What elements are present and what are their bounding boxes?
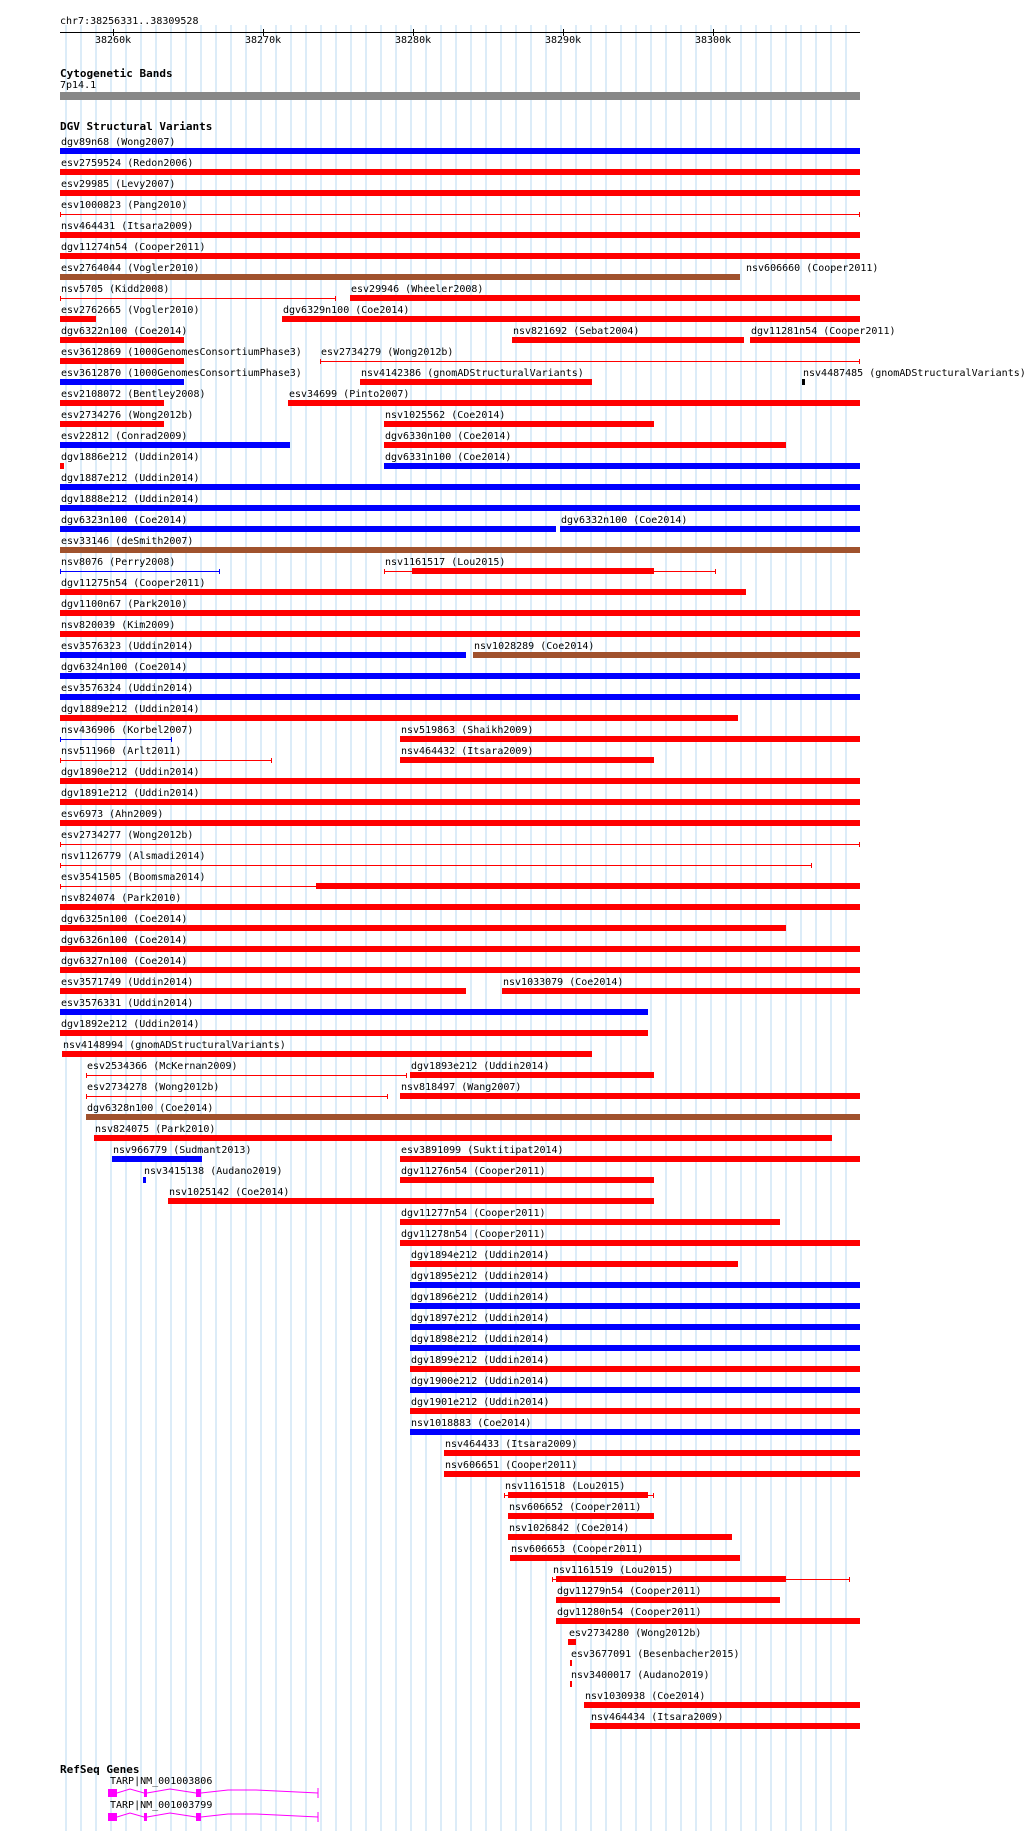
dgv-feature-bar[interactable] bbox=[60, 589, 746, 595]
ruler-region-label: chr7:38256331..38309528 bbox=[60, 16, 199, 27]
dgv-feature-bar[interactable] bbox=[384, 421, 654, 427]
dgv-feature-endcap bbox=[271, 758, 272, 763]
dgv-feature-label[interactable]: nsv1126779 (Alsmadi2014) bbox=[61, 851, 206, 862]
dgv-feature-bar[interactable] bbox=[60, 652, 466, 658]
dgv-feature-bar[interactable] bbox=[590, 1723, 860, 1729]
dgv-feature-label[interactable]: dgv6330n100 (Coe2014) bbox=[385, 431, 512, 442]
dgv-feature-label[interactable]: nsv511960 (Arlt2011) bbox=[61, 746, 182, 757]
dgv-feature-label[interactable]: nsv1033079 (Coe2014) bbox=[503, 977, 624, 988]
dgv-feature-label[interactable]: dgv6328n100 (Coe2014) bbox=[87, 1103, 214, 1114]
dgv-feature-line[interactable] bbox=[60, 298, 336, 299]
dgv-feature-label[interactable]: esv3576323 (Uddin2014) bbox=[61, 641, 194, 652]
dgv-feature-bar[interactable] bbox=[60, 673, 860, 679]
dgv-feature-line[interactable] bbox=[60, 214, 860, 215]
dgv-feature-bar[interactable] bbox=[60, 946, 860, 952]
dgv-feature-label[interactable]: dgv11276n54 (Cooper2011) bbox=[401, 1166, 546, 1177]
dgv-feature-label[interactable]: dgv1892e212 (Uddin2014) bbox=[61, 1019, 200, 1030]
dgv-feature-label[interactable]: nsv818497 (Wang2007) bbox=[401, 1082, 522, 1093]
dgv-feature-bar[interactable] bbox=[60, 526, 556, 532]
dgv-feature-label[interactable]: esv33146 (deSmith2007) bbox=[61, 536, 194, 547]
dgv-feature-bar[interactable] bbox=[400, 1240, 860, 1246]
dgv-feature-label[interactable]: dgv1890e212 (Uddin2014) bbox=[61, 767, 200, 778]
dgv-feature-bar[interactable] bbox=[60, 715, 738, 721]
dgv-feature-bar[interactable] bbox=[60, 337, 184, 343]
dgv-feature-label[interactable]: dgv6323n100 (Coe2014) bbox=[61, 515, 188, 526]
dgv-feature-label[interactable]: nsv606652 (Cooper2011) bbox=[509, 1502, 642, 1513]
dgv-feature-endcap bbox=[552, 1577, 553, 1582]
dgv-feature-endcap bbox=[384, 569, 385, 574]
dgv-feature-bar[interactable] bbox=[508, 1492, 648, 1498]
dgv-feature-label[interactable]: dgv6332n100 (Coe2014) bbox=[561, 515, 688, 526]
dgv-feature-label[interactable]: dgv1894e212 (Uddin2014) bbox=[411, 1250, 550, 1261]
dgv-feature-bar[interactable] bbox=[802, 379, 805, 385]
dgv-feature-label[interactable]: esv3891099 (Suktitipat2014) bbox=[401, 1145, 564, 1156]
dgv-feature-bar[interactable] bbox=[568, 1639, 576, 1645]
dgv-feature-label[interactable]: nsv606651 (Cooper2011) bbox=[445, 1460, 578, 1471]
dgv-feature-label[interactable]: nsv820039 (Kim2009) bbox=[61, 620, 176, 631]
dgv-feature-label[interactable]: dgv1893e212 (Uddin2014) bbox=[411, 1061, 550, 1072]
dgv-feature-bar[interactable] bbox=[60, 484, 860, 490]
ruler-tick-label: 38300k bbox=[695, 35, 732, 46]
dgv-feature-label[interactable]: dgv1896e212 (Uddin2014) bbox=[411, 1292, 550, 1303]
dgv-feature-endcap bbox=[320, 359, 321, 364]
dgv-feature-bar[interactable] bbox=[60, 547, 860, 553]
dgv-feature-label[interactable]: nsv1161518 (Lou2015) bbox=[505, 1481, 626, 1492]
dgv-feature-label[interactable]: dgv1888e212 (Uddin2014) bbox=[61, 494, 200, 505]
dgv-feature-bar[interactable] bbox=[750, 337, 860, 343]
dgv-feature-label[interactable]: esv3677091 (Besenbacher2015) bbox=[571, 1649, 740, 1660]
gene-exon bbox=[108, 1789, 117, 1797]
dgv-feature-bar[interactable] bbox=[60, 190, 860, 196]
dgv-feature-bar[interactable] bbox=[60, 967, 860, 973]
dgv-feature-bar[interactable] bbox=[556, 1618, 860, 1624]
dgv-feature-label[interactable]: nsv464432 (Itsara2009) bbox=[401, 746, 534, 757]
dgv-feature-bar[interactable] bbox=[400, 1156, 860, 1162]
dgv-feature-endcap bbox=[86, 1073, 87, 1078]
dgv-feature-endcap bbox=[60, 884, 61, 889]
dgv-feature-bar[interactable] bbox=[400, 736, 860, 742]
dgv-feature-label[interactable]: esv1000823 (Pang2010) bbox=[61, 200, 188, 211]
dgv-feature-bar[interactable] bbox=[60, 1009, 648, 1015]
dgv-feature-label[interactable]: esv22812 (Conrad2009) bbox=[61, 431, 188, 442]
dgv-feature-line[interactable] bbox=[60, 739, 172, 740]
dgv-feature-bar[interactable] bbox=[384, 463, 860, 469]
gene-intron bbox=[117, 1813, 318, 1817]
dgv-feature-label[interactable]: esv2734279 (Wong2012b) bbox=[321, 347, 454, 358]
dgv-feature-bar[interactable] bbox=[60, 925, 786, 931]
dgv-feature-label[interactable]: esv2759524 (Redon2006) bbox=[61, 158, 194, 169]
dgv-feature-bar[interactable] bbox=[60, 904, 860, 910]
dgv-feature-bar[interactable] bbox=[502, 988, 860, 994]
dgv-feature-label[interactable]: nsv1161519 (Lou2015) bbox=[553, 1565, 674, 1576]
dgv-feature-label[interactable]: dgv6326n100 (Coe2014) bbox=[61, 935, 188, 946]
dgv-feature-bar[interactable] bbox=[62, 1051, 592, 1057]
dgv-feature-label[interactable]: esv2108072 (Bentley2008) bbox=[61, 389, 206, 400]
ruler-tick-label: 38290k bbox=[545, 35, 582, 46]
dgv-feature-label[interactable]: dgv11279n54 (Cooper2011) bbox=[557, 1586, 702, 1597]
dgv-feature-bar[interactable] bbox=[60, 274, 740, 280]
dgv-feature-bar[interactable] bbox=[473, 652, 860, 658]
dgv-feature-bar[interactable] bbox=[282, 316, 860, 322]
dgv-feature-endcap bbox=[219, 569, 220, 574]
dgv-feature-label[interactable]: esv2734277 (Wong2012b) bbox=[61, 830, 194, 841]
dgv-feature-endcap bbox=[387, 1094, 388, 1099]
dgv-feature-label[interactable]: nsv3400017 (Audano2019) bbox=[571, 1670, 710, 1681]
dgv-feature-bar[interactable] bbox=[410, 1324, 860, 1330]
dgv-feature-label[interactable]: dgv1898e212 (Uddin2014) bbox=[411, 1334, 550, 1345]
dgv-feature-bar[interactable] bbox=[444, 1471, 860, 1477]
dgv-feature-bar[interactable] bbox=[410, 1072, 654, 1078]
dgv-feature-bar[interactable] bbox=[512, 337, 744, 343]
dgv-feature-label[interactable]: esv29946 (Wheeler2008) bbox=[351, 284, 484, 295]
dgv-feature-bar[interactable] bbox=[570, 1681, 572, 1687]
dgv-feature-label[interactable]: dgv6331n100 (Coe2014) bbox=[385, 452, 512, 463]
dgv-feature-bar[interactable] bbox=[60, 1030, 648, 1036]
dgv-feature-label[interactable]: dgv11277n54 (Cooper2011) bbox=[401, 1208, 546, 1219]
ruler-axis bbox=[60, 32, 860, 33]
dgv-feature-label[interactable]: esv3541505 (Boomsma2014) bbox=[61, 872, 206, 883]
dgv-feature-label[interactable]: nsv821692 (Sebat2004) bbox=[513, 326, 640, 337]
dgv-feature-line[interactable] bbox=[60, 760, 272, 761]
dgv-feature-bar[interactable] bbox=[60, 358, 184, 364]
dgv-feature-endcap bbox=[60, 569, 61, 574]
gene-exon bbox=[108, 1813, 117, 1821]
dgv-feature-bar[interactable] bbox=[60, 400, 164, 406]
dgv-feature-label[interactable]: dgv1891e212 (Uddin2014) bbox=[61, 788, 200, 799]
dgv-feature-bar[interactable] bbox=[384, 442, 786, 448]
dgv-feature-label[interactable]: esv6973 (Ahn2009) bbox=[61, 809, 164, 820]
dgv-feature-label[interactable]: dgv11274n54 (Cooper2011) bbox=[61, 242, 206, 253]
dgv-feature-bar[interactable] bbox=[360, 379, 592, 385]
dgv-feature-endcap bbox=[504, 1493, 505, 1498]
dgv-feature-label[interactable]: nsv1025562 (Coe2014) bbox=[385, 410, 506, 421]
dgv-feature-endcap bbox=[60, 842, 61, 847]
dgv-feature-endcap bbox=[849, 1577, 850, 1582]
dgv-feature-bar[interactable] bbox=[584, 1702, 860, 1708]
dgv-feature-bar[interactable] bbox=[400, 1177, 654, 1183]
cytoband-track-title: Cytogenetic Bands bbox=[60, 67, 173, 80]
dgv-feature-label[interactable]: dgv1897e212 (Uddin2014) bbox=[411, 1313, 550, 1324]
dgv-feature-endcap bbox=[859, 842, 860, 847]
dgv-feature-bar[interactable] bbox=[410, 1303, 860, 1309]
dgv-feature-label[interactable]: esv2534366 (McKernan2009) bbox=[87, 1061, 238, 1072]
dgv-feature-line[interactable] bbox=[60, 571, 220, 572]
cytoband-bar[interactable] bbox=[60, 92, 860, 100]
dgv-feature-endcap bbox=[60, 758, 61, 763]
dgv-feature-label[interactable]: nsv1018883 (Coe2014) bbox=[411, 1418, 532, 1429]
dgv-feature-bar[interactable] bbox=[60, 610, 860, 616]
dgv-feature-label[interactable]: esv3571749 (Uddin2014) bbox=[61, 977, 194, 988]
dgv-feature-label[interactable]: dgv1889e212 (Uddin2014) bbox=[61, 704, 200, 715]
dgv-feature-bar[interactable] bbox=[410, 1261, 738, 1267]
dgv-feature-label[interactable]: dgv11275n54 (Cooper2011) bbox=[61, 578, 206, 589]
dgv-feature-label[interactable]: nsv1161517 (Lou2015) bbox=[385, 557, 506, 568]
dgv-feature-line[interactable] bbox=[60, 844, 860, 845]
refseq-gene-model[interactable] bbox=[108, 1810, 328, 1824]
refseq-track-title: RefSeq Genes bbox=[60, 1763, 140, 1776]
dgv-feature-label[interactable]: dgv1899e212 (Uddin2014) bbox=[411, 1355, 550, 1366]
dgv-feature-bar[interactable] bbox=[400, 1219, 780, 1225]
dgv-feature-bar[interactable] bbox=[288, 400, 860, 406]
dgv-feature-endcap bbox=[60, 212, 61, 217]
dgv-feature-bar[interactable] bbox=[410, 1282, 860, 1288]
dgv-feature-label[interactable]: dgv11281n54 (Cooper2011) bbox=[751, 326, 896, 337]
dgv-feature-bar[interactable] bbox=[556, 1576, 786, 1582]
dgv-feature-endcap bbox=[86, 1094, 87, 1099]
gene-intron bbox=[117, 1789, 318, 1793]
dgv-feature-bar[interactable] bbox=[508, 1513, 654, 1519]
dgv-feature-bar[interactable] bbox=[60, 169, 860, 175]
dgv-feature-label[interactable]: esv2762665 (Vogler2010) bbox=[61, 305, 200, 316]
dgv-feature-label[interactable]: nsv824074 (Park2010) bbox=[61, 893, 182, 904]
dgv-track-title: DGV Structural Variants bbox=[60, 120, 213, 133]
dgv-feature-bar[interactable] bbox=[168, 1198, 654, 1204]
dgv-feature-label[interactable]: esv34699 (Pinto2007) bbox=[289, 389, 410, 400]
dgv-feature-bar[interactable] bbox=[60, 442, 290, 448]
dgv-feature-bar[interactable] bbox=[508, 1534, 732, 1540]
dgv-feature-line[interactable] bbox=[86, 1075, 407, 1076]
dgv-feature-bar[interactable] bbox=[60, 463, 64, 469]
dgv-feature-label[interactable]: nsv1030938 (Coe2014) bbox=[585, 1691, 706, 1702]
refseq-gene-model[interactable] bbox=[108, 1786, 328, 1800]
dgv-feature-label[interactable]: esv2734276 (Wong2012b) bbox=[61, 410, 194, 421]
dgv-feature-endcap bbox=[335, 296, 336, 301]
dgv-feature-line[interactable] bbox=[320, 361, 860, 362]
dgv-feature-bar[interactable] bbox=[60, 148, 860, 154]
dgv-feature-label[interactable]: dgv1886e212 (Uddin2014) bbox=[61, 452, 200, 463]
dgv-feature-endcap bbox=[171, 737, 172, 742]
dgv-feature-label[interactable]: esv2764044 (Vogler2010) bbox=[61, 263, 200, 274]
dgv-feature-label[interactable]: dgv11280n54 (Cooper2011) bbox=[557, 1607, 702, 1618]
dgv-feature-label[interactable]: nsv464431 (Itsara2009) bbox=[61, 221, 194, 232]
dgv-feature-bar[interactable] bbox=[510, 1555, 740, 1561]
dgv-feature-label[interactable]: nsv606653 (Cooper2011) bbox=[511, 1544, 644, 1555]
dgv-feature-label[interactable]: nsv519863 (Shaikh2009) bbox=[401, 725, 534, 736]
dgv-feature-label[interactable]: nsv1026842 (Coe2014) bbox=[509, 1523, 630, 1534]
dgv-feature-label[interactable]: nsv436906 (Korbel2007) bbox=[61, 725, 194, 736]
dgv-feature-label[interactable]: dgv11278n54 (Cooper2011) bbox=[401, 1229, 546, 1240]
dgv-feature-label[interactable]: esv3612869 (1000GenomesConsortiumPhase3) bbox=[61, 347, 302, 358]
ruler-tick-label: 38280k bbox=[395, 35, 432, 46]
dgv-feature-endcap bbox=[60, 737, 61, 742]
dgv-feature-label[interactable]: dgv1901e212 (Uddin2014) bbox=[411, 1397, 550, 1408]
dgv-feature-bar[interactable] bbox=[60, 421, 164, 427]
dgv-feature-label[interactable]: nsv464434 (Itsara2009) bbox=[591, 1712, 724, 1723]
refseq-gene-label[interactable]: TARP|NM_001003799 bbox=[110, 1800, 213, 1811]
dgv-feature-bar[interactable] bbox=[60, 694, 860, 700]
dgv-feature-bar[interactable] bbox=[444, 1450, 860, 1456]
dgv-feature-bar[interactable] bbox=[350, 295, 860, 301]
dgv-feature-label[interactable]: esv3576331 (Uddin2014) bbox=[61, 998, 194, 1009]
dgv-feature-label[interactable]: nsv1028289 (Coe2014) bbox=[474, 641, 595, 652]
dgv-feature-bar[interactable] bbox=[143, 1177, 146, 1183]
dgv-feature-bar[interactable] bbox=[94, 1135, 832, 1141]
dgv-feature-label[interactable]: esv3612870 (1000GenomesConsortiumPhase3) bbox=[61, 368, 302, 379]
dgv-feature-bar[interactable] bbox=[60, 631, 860, 637]
dgv-feature-label[interactable]: esv3576324 (Uddin2014) bbox=[61, 683, 194, 694]
dgv-feature-endcap bbox=[406, 1073, 407, 1078]
dgv-feature-bar[interactable] bbox=[556, 1597, 780, 1603]
dgv-feature-bar[interactable] bbox=[410, 1429, 860, 1435]
dgv-feature-bar[interactable] bbox=[60, 505, 860, 511]
dgv-feature-label[interactable]: dgv1900e212 (Uddin2014) bbox=[411, 1376, 550, 1387]
ruler-tick-label: 38270k bbox=[245, 35, 282, 46]
dgv-feature-endcap bbox=[60, 863, 61, 868]
dgv-feature-endcap bbox=[60, 296, 61, 301]
cytoband-label: 7p14.1 bbox=[60, 80, 97, 91]
dgv-feature-label[interactable]: nsv966779 (Sudmant2013) bbox=[113, 1145, 252, 1156]
dgv-feature-label[interactable]: nsv464433 (Itsara2009) bbox=[445, 1439, 578, 1450]
dgv-feature-label[interactable]: esv2734278 (Wong2012b) bbox=[87, 1082, 220, 1093]
dgv-feature-label[interactable]: esv2734280 (Wong2012b) bbox=[569, 1628, 702, 1639]
dgv-feature-line[interactable] bbox=[60, 865, 812, 866]
dgv-feature-label[interactable]: dgv6324n100 (Coe2014) bbox=[61, 662, 188, 673]
dgv-feature-bar[interactable] bbox=[60, 232, 860, 238]
dgv-feature-bar[interactable] bbox=[86, 1114, 860, 1120]
dgv-feature-label[interactable]: nsv5705 (Kidd2008) bbox=[61, 284, 170, 295]
dgv-feature-label[interactable]: nsv4487485 (gnomADStructuralVariants) bbox=[803, 368, 1026, 379]
ruler-tick-label: 38260k bbox=[95, 35, 132, 46]
dgv-feature-bar[interactable] bbox=[410, 1408, 860, 1414]
refseq-gene-label[interactable]: TARP|NM_001003806 bbox=[110, 1776, 213, 1787]
dgv-feature-bar[interactable] bbox=[410, 1366, 860, 1372]
dgv-feature-endcap bbox=[715, 569, 716, 574]
dgv-feature-label[interactable]: dgv89n68 (Wong2007) bbox=[61, 137, 176, 148]
dgv-feature-endcap bbox=[859, 359, 860, 364]
dgv-feature-label[interactable]: nsv8076 (Perry2008) bbox=[61, 557, 176, 568]
dgv-feature-label[interactable]: dgv6322n100 (Coe2014) bbox=[61, 326, 188, 337]
dgv-feature-label[interactable]: dgv6327n100 (Coe2014) bbox=[61, 956, 188, 967]
dgv-feature-endcap bbox=[653, 1493, 654, 1498]
dgv-feature-bar[interactable] bbox=[60, 316, 96, 322]
dgv-feature-bar[interactable] bbox=[410, 1345, 860, 1351]
dgv-feature-bar[interactable] bbox=[560, 526, 860, 532]
dgv-feature-label[interactable]: dgv1887e212 (Uddin2014) bbox=[61, 473, 200, 484]
dgv-feature-bar[interactable] bbox=[60, 799, 860, 805]
dgv-feature-bar[interactable] bbox=[400, 1093, 860, 1099]
dgv-feature-label[interactable]: dgv1895e212 (Uddin2014) bbox=[411, 1271, 550, 1282]
dgv-feature-bar[interactable] bbox=[316, 883, 860, 889]
dgv-feature-bar[interactable] bbox=[412, 568, 654, 574]
dgv-feature-endcap bbox=[811, 863, 812, 868]
dgv-feature-label[interactable]: nsv4142386 (gnomADStructuralVariants) bbox=[361, 368, 584, 379]
dgv-feature-bar[interactable] bbox=[60, 820, 860, 826]
dgv-feature-bar[interactable] bbox=[112, 1156, 202, 1162]
dgv-feature-bar[interactable] bbox=[400, 757, 654, 763]
dgv-feature-endcap bbox=[859, 212, 860, 217]
dgv-feature-label[interactable]: esv29985 (Levy2007) bbox=[61, 179, 176, 190]
dgv-feature-label[interactable]: nsv824075 (Park2010) bbox=[95, 1124, 216, 1135]
dgv-feature-bar[interactable] bbox=[60, 253, 860, 259]
dgv-feature-bar[interactable] bbox=[410, 1387, 860, 1393]
dgv-feature-bar[interactable] bbox=[570, 1660, 572, 1666]
dgv-feature-bar[interactable] bbox=[60, 379, 184, 385]
dgv-feature-bar[interactable] bbox=[60, 988, 466, 994]
dgv-feature-label[interactable]: nsv3415138 (Audano2019) bbox=[144, 1166, 283, 1177]
dgv-feature-label[interactable]: nsv606660 (Cooper2011) bbox=[746, 263, 879, 274]
dgv-feature-bar[interactable] bbox=[60, 778, 860, 784]
dgv-feature-label[interactable]: dgv1100n67 (Park2010) bbox=[61, 599, 188, 610]
dgv-feature-line[interactable] bbox=[86, 1096, 388, 1097]
dgv-feature-label[interactable]: nsv1025142 (Coe2014) bbox=[169, 1187, 290, 1198]
dgv-feature-label[interactable]: dgv6325n100 (Coe2014) bbox=[61, 914, 188, 925]
dgv-feature-label[interactable]: nsv4148994 (gnomADStructuralVariants) bbox=[63, 1040, 286, 1051]
dgv-feature-label[interactable]: dgv6329n100 (Coe2014) bbox=[283, 305, 410, 316]
